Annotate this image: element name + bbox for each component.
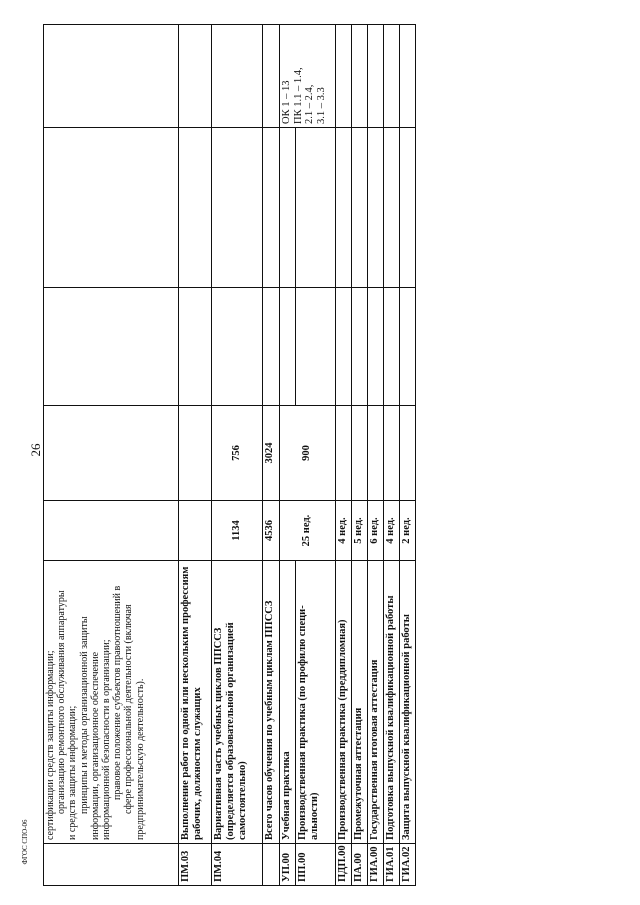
discipline-cell: [179, 128, 212, 288]
code-cell: ПА.00: [351, 844, 367, 886]
footer-code: ФГОС СПО-06: [21, 819, 29, 865]
name-cell: Учебная практика: [279, 561, 295, 844]
name-cell: Всего часов обучения по учебным циклам ППССЗ: [262, 561, 279, 844]
hours-class-cell: [367, 288, 383, 406]
hours-class-cell: [399, 288, 415, 406]
hours-class-cell: [351, 288, 367, 406]
hours-class-cell: [262, 288, 279, 406]
name-cell: Производственная практика (преддипломная): [335, 561, 351, 844]
discipline-cell: [335, 128, 351, 288]
table-row: [383, 25, 399, 886]
competences-cell: [351, 25, 367, 128]
name-cell: Защита выпускной квалификационной работы: [399, 561, 415, 844]
weeks-cell: [179, 501, 212, 561]
hours-class-cell: [279, 288, 295, 406]
continuation-text-cell: [44, 561, 179, 844]
hours-class-cell: [179, 288, 212, 406]
table-row: [179, 25, 212, 886]
text-line: правовое положение субъектов правоотношений в: [112, 585, 124, 800]
name-cell: Выполнение работ по одной или нескольким профессиям рабочих, должностям служащих: [179, 561, 212, 844]
competences-cell: [335, 25, 351, 128]
weeks-cell: 6 нед.: [367, 501, 383, 561]
table-row: [399, 25, 415, 886]
name-cell: Государственная итоговая аттестация: [367, 561, 383, 844]
page-number: 26: [28, 443, 43, 457]
competences-cell: [399, 25, 415, 128]
text-line: информационной безопасности в организации;: [100, 639, 112, 840]
hours-total-cell: [399, 406, 415, 501]
code-cell: ГИА.02: [399, 844, 415, 886]
code-cell: ПМ.03: [179, 844, 212, 886]
table-row-continuation: [44, 25, 179, 886]
text-line: сфере профессиональной деятельности (включая: [123, 604, 135, 814]
hours-total-cell: [44, 406, 179, 501]
discipline-cell: [383, 128, 399, 288]
code-cell: ГИА.00: [367, 844, 383, 886]
weeks-cell: 25 нед.: [279, 501, 335, 561]
competences-cell: [383, 25, 399, 128]
code-cell: ПДП.00: [335, 844, 351, 886]
discipline-cell: [367, 128, 383, 288]
code-cell: ПМ.04: [212, 844, 262, 886]
text-line: и средств защиты информации;: [67, 705, 79, 840]
text-line: сертификации средств защиты информации;: [45, 650, 56, 840]
competences-cell: [262, 25, 279, 128]
code-cell: ГИА.01: [383, 844, 399, 886]
hours-total-cell: [179, 406, 212, 501]
competences-cell: [179, 25, 212, 128]
hours-total-cell: [383, 406, 399, 501]
code-cell: [44, 844, 179, 886]
text-line: принципы и методы организационной защиты: [78, 616, 90, 814]
curriculum-table: [43, 24, 416, 886]
weeks-cell: 5 нед.: [351, 501, 367, 561]
table-row: [367, 25, 383, 886]
discipline-cell: [262, 128, 279, 288]
discipline-cell: [212, 128, 262, 288]
weeks-cell: 4 нед.: [383, 501, 399, 561]
weeks-cell: 2 нед.: [399, 501, 415, 561]
hours-total-cell: 756: [212, 406, 262, 501]
hours-total-cell: 3024: [262, 406, 279, 501]
hours-total-cell: [335, 406, 351, 501]
name-cell: Подготовка выпускной квалификационной работы: [383, 561, 399, 844]
code-cell: [262, 844, 279, 886]
table-row: [212, 25, 262, 886]
hours-class-cell: [335, 288, 351, 406]
discipline-cell: [399, 128, 415, 288]
hours-class-cell: [295, 288, 335, 406]
hours-total-cell: [367, 406, 383, 501]
discipline-cell: [351, 128, 367, 288]
hours-total-cell: 900: [279, 406, 335, 501]
hours-class-cell: [212, 288, 262, 406]
competences-cell: [212, 25, 262, 128]
curriculum-table-rotated: [43, 25, 416, 886]
competences-cell: ОК 1 – 13 ПК 1.1 – 1.4, 2.1 – 2.4, 3.1 – 3.3: [279, 25, 335, 128]
competences-cell: [44, 25, 179, 128]
code-cell: ПП.00: [295, 844, 335, 886]
code-cell: УП.00: [279, 844, 295, 886]
table-row: [351, 25, 367, 886]
hours-class-cell: [383, 288, 399, 406]
competences-cell: [367, 25, 383, 128]
name-cell: Промежуточная аттестация: [351, 561, 367, 844]
discipline-cell: [44, 128, 179, 288]
table-row: [262, 25, 279, 886]
weeks-cell: 4 нед.: [335, 501, 351, 561]
weeks-cell: 4536: [262, 501, 279, 561]
table-row: [335, 25, 351, 886]
hours-total-cell: [351, 406, 367, 501]
name-cell: Производственная практика (по профилю специ-альности): [295, 561, 335, 844]
hours-class-cell: [44, 288, 179, 406]
weeks-cell: 1134: [212, 501, 262, 561]
table-row: [279, 25, 295, 886]
weeks-cell: [44, 501, 179, 561]
discipline-cell: [279, 128, 295, 288]
text-line: информации, организационное обеспечение: [89, 651, 101, 840]
name-cell: [212, 561, 262, 844]
discipline-cell: [295, 128, 335, 288]
text-line: организацию ремонтного обслуживания аппаратуры: [56, 590, 68, 814]
name-text: Вариативная часть учебных циклов ППССЗ (определяется образовательной организацией самостоятельно): [213, 622, 248, 840]
text-line: предпринимательскую деятельность).: [134, 678, 146, 840]
